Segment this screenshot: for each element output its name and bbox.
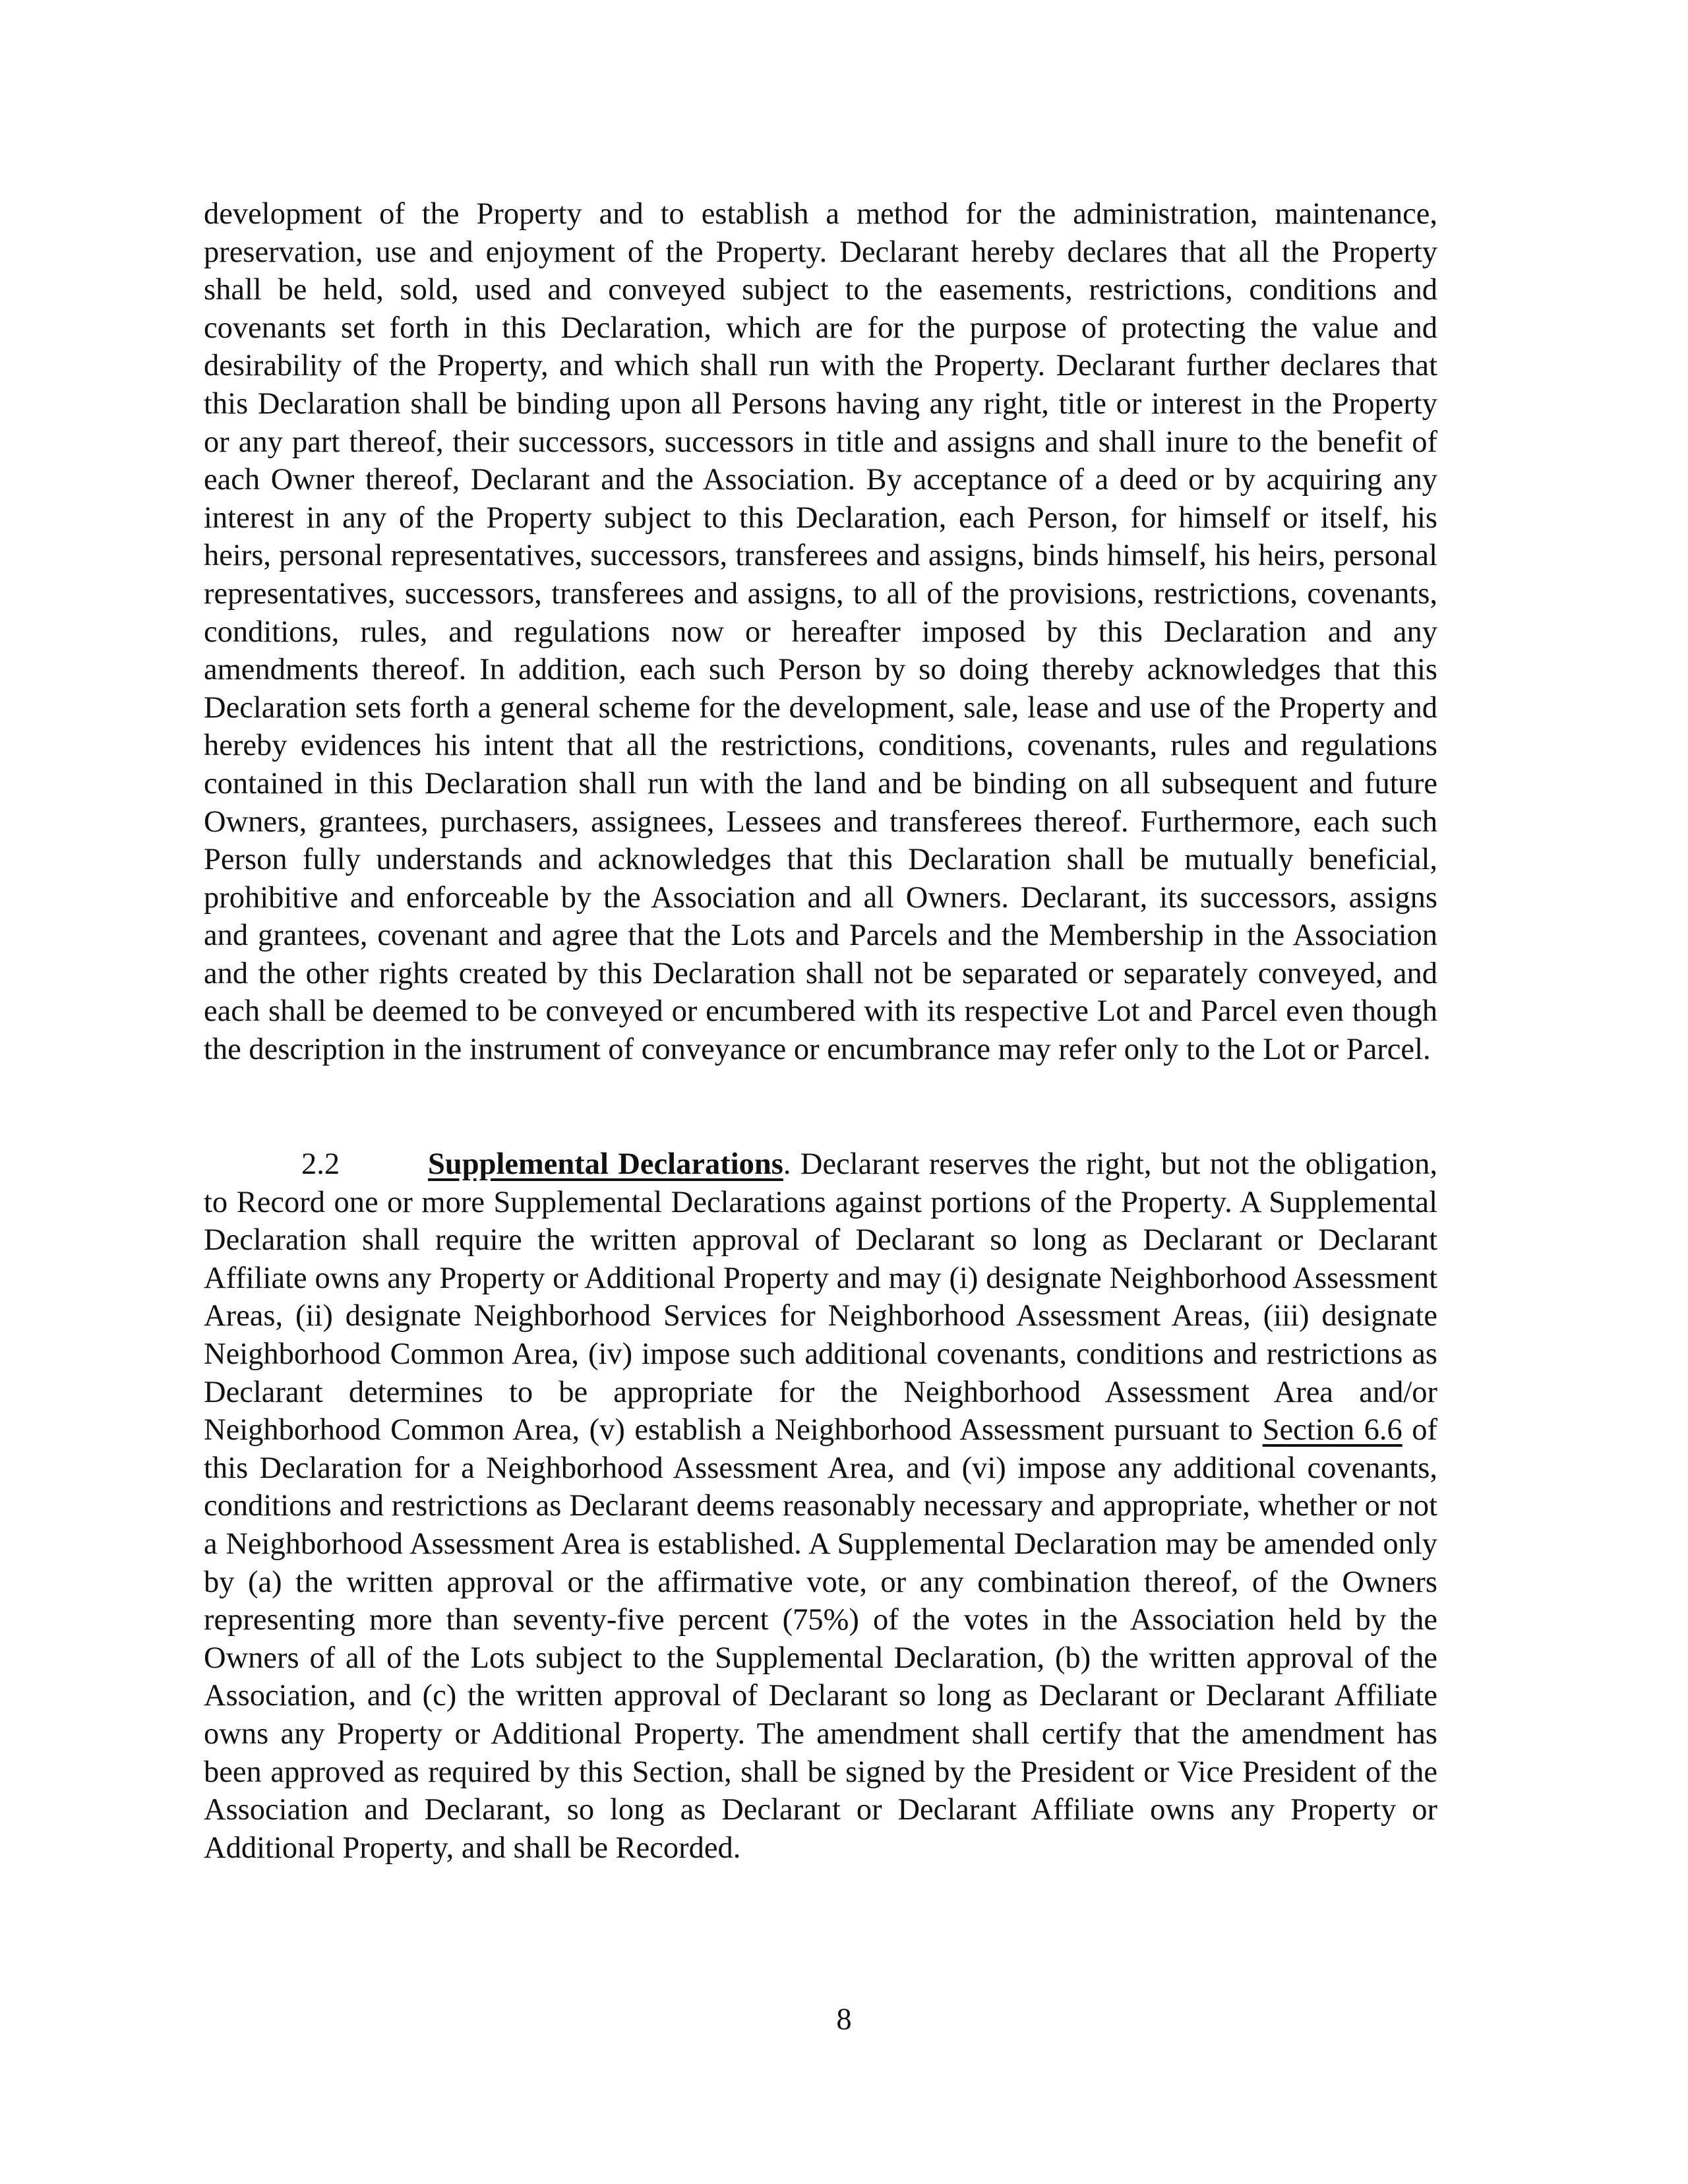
paragraph-declaration-intent: development of the Property and to establish a method for the administration, maintenance, preservation, use and enjoyment of the Property. Declarant hereby declares that all the Property shall be held, sold, used and conveyed subject to the easements, restrictions, conditions and covenants set forth in this Declaration, which are for the purpose of protecting the value and desirability of the Property, and which shall run with the Property. Declarant further declares that this Declaration shall be binding upon all Persons having any right, title or interest in the Property or any part thereof, their successors, successors in title and assigns and shall inure to the benefit of each Owner thereof, Declarant and the Association. By acceptance of a deed or by acquiring any interest in any of the Property subject to this Declaration, each Person, for himself or itself, his heirs, personal representatives, successors, transferees and assigns, binds himself, his heirs, personal representatives, successors, transferees and assigns, to all of the provisions, restrictions, covenants, conditions, rules, and regulations now or hereafter imposed by this Declaration and any amendments thereof. In addition, each such Person by so doing thereby acknowledges that this Declaration sets forth a general scheme for the development, sale, lease and use of the Property and hereby evidences his intent that all the restrictions, conditions, covenants, rules and regulations contained in this Declaration shall run with the land and be binding on all subsequent and future Owners, grantees, purchasers, assignees, Lessees and transferees thereof. Furthermore, each such Person fully understands and acknowledges that this Declaration shall be mutually beneficial, prohibitive and enforceable by the Association and all Owners. Declarant, its successors, assigns and grantees, covenant and agree that the Lots and Parcels and the Membership in the Association and the other rights created by this Declaration shall not be separated or separately conveyed, and each shall be deemed to be conveyed or encumbered with its respective Lot and Parcel even though the description in the instrument of conveyance or encumbrance may refer only to the Lot or Parcel.	[204, 197, 1437, 1067]
section-2-2-supplemental-declarations	[204, 1145, 1437, 1867]
section-number: 2.2	[301, 1147, 340, 1181]
section-heading-period: .	[783, 1147, 791, 1181]
page-number: 8	[836, 2003, 852, 2036]
section-body-part-2: of this Declaration for a Neighborhood Assessment Area, and (vi) impose any additional covenants, conditions and restrictions as Declarant deems reasonably necessary and appropriate, whether or not a Neighborhood Assessment Area is established. A Supplemental Declaration may be amended only by (a) the written approval or the affirmative vote, or any combination thereof, of the Owners representing more than seventy-five percent (75%) of the votes in the Association held by the Owners of all of the Lots subject to the Supplemental Declaration, (b) the written approval of the Association, and (c) the written approval of Declarant so long as Declarant or Declarant Affiliate owns any Property or Additional Property. The amendment shall certify that the amendment has been approved as required by this Section, shall be signed by the President or Vice President of the Association and Declarant, so long as Declarant or Declarant Affiliate owns any Property or Additional Property, and shall be Recorded.	[204, 1413, 1437, 1865]
section-body-part-1: Declarant reserves the right, but not the obligation, to Record one or more Supplemental Declarations against portions of the Property. A Supplemental Declaration shall require the written approval of Declarant so long as Declarant or Declarant Affiliate owns any Property or Additional Property and may (i) designate Neighborhood Assessment Areas, (ii) designate Neighborhood Services for Neighborhood Assessment Areas, (iii) designate Neighborhood Common Area, (iv) impose such additional covenants, conditions and restrictions as Declarant determines to be appropriate for the Neighborhood Assessment Area and/or Neighborhood Common Area, (v) establish a Neighborhood Assessment pursuant to	[204, 1147, 1437, 1447]
section-6-6-reference: Section 6.6	[1262, 1413, 1402, 1447]
section-heading: Supplemental Declarations	[428, 1147, 783, 1181]
